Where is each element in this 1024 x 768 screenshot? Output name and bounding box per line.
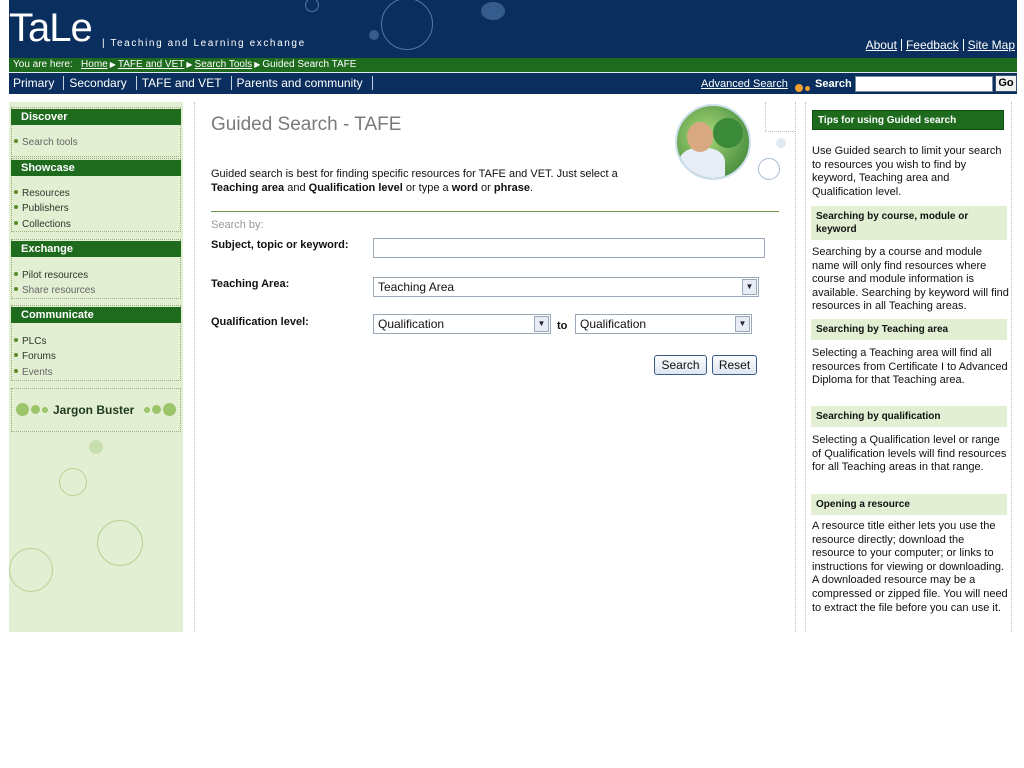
sidebar-item-events[interactable] bbox=[14, 367, 53, 378]
qualification-from-select[interactable] bbox=[373, 314, 551, 334]
breadcrumb-arrow-icon: ▶ bbox=[254, 60, 261, 69]
keyword-label: Subject, topic or keyword: bbox=[211, 239, 349, 251]
chevron-down-icon: ▼ bbox=[742, 279, 757, 295]
left-sidebar bbox=[9, 102, 183, 632]
search-label: Search bbox=[815, 78, 852, 90]
sidebar-item-label: Events bbox=[22, 367, 53, 378]
separator bbox=[372, 76, 373, 90]
dot-icon bbox=[163, 403, 176, 416]
separator bbox=[231, 76, 232, 90]
reset-button[interactable]: Reset bbox=[712, 355, 757, 375]
breadcrumb-arrow-icon: ▶ bbox=[109, 60, 116, 69]
teaching-area-value: Teaching Area bbox=[378, 280, 455, 294]
breadcrumb-search-tools[interactable]: Search Tools bbox=[194, 59, 253, 70]
bullet-icon bbox=[14, 369, 18, 373]
sidebar-item-label: Resources bbox=[22, 188, 70, 199]
teaching-area-select[interactable] bbox=[373, 277, 759, 297]
bullet-icon bbox=[14, 353, 18, 357]
sidebar-item-plcs[interactable] bbox=[14, 336, 46, 347]
tip-heading-opening-resource: Opening a resource bbox=[811, 494, 1007, 515]
bullet-icon bbox=[14, 287, 18, 291]
nav-tab-secondary[interactable]: Secondary bbox=[69, 76, 127, 90]
tip-text-opening-resource: A resource title either lets you use the resource directly; download the resource to your computer; or links to instructions for viewing or downloading. A downloaded resource may be a compressed or zipped file. You will need to extract the file before you can use it. bbox=[812, 520, 1008, 614]
jargon-buster-button[interactable] bbox=[11, 388, 181, 432]
sidebar-item-search-tools[interactable] bbox=[14, 137, 78, 148]
tip-heading-qualification: Searching by qualification bbox=[811, 406, 1007, 427]
search-button[interactable]: Search bbox=[654, 355, 707, 375]
chevron-down-icon: ▼ bbox=[735, 316, 750, 332]
sidebar-heading-exchange: Exchange bbox=[11, 241, 181, 257]
bullet-icon bbox=[14, 338, 18, 342]
site-logo[interactable]: TaLe bbox=[9, 6, 92, 50]
page-title: Guided Search - TAFE bbox=[211, 114, 402, 135]
header-decoration bbox=[481, 2, 505, 20]
to-label: to bbox=[557, 320, 568, 332]
sidebar-decoration bbox=[59, 468, 87, 496]
site-map-link[interactable]: Site Map bbox=[967, 38, 1015, 52]
breadcrumb-arrow-icon: ▶ bbox=[186, 60, 193, 69]
search-by-label: Search by: bbox=[211, 219, 264, 231]
page-fold-decoration bbox=[765, 102, 795, 132]
tip-text-qualification: Selecting a Qualification level or range of Qualification levels will find resources for all Teaching areas in that range. bbox=[812, 434, 1007, 474]
sidebar-item-label: Pilot resources bbox=[22, 270, 89, 281]
breadcrumb-home[interactable]: Home bbox=[81, 59, 108, 70]
tip-heading-teaching-area: Searching by Teaching area bbox=[811, 319, 1007, 340]
nav-tab-tafe-vet[interactable]: TAFE and VET bbox=[141, 76, 222, 90]
sidebar-decoration bbox=[9, 548, 53, 592]
sidebar-item-label: Collections bbox=[22, 219, 71, 230]
bullet-icon bbox=[14, 205, 18, 209]
hero-image bbox=[675, 104, 751, 180]
tips-intro: Use Guided search to limit your search to resources you wish to find by keyword, Teaching area and Qualification level. bbox=[812, 145, 1002, 198]
sidebar-item-collections[interactable] bbox=[14, 219, 71, 230]
tips-heading: Tips for using Guided search bbox=[812, 110, 1004, 130]
sidebar-item-forums[interactable] bbox=[14, 351, 56, 362]
about-link[interactable]: About bbox=[865, 38, 897, 52]
separator bbox=[63, 76, 64, 90]
bullet-icon bbox=[14, 221, 18, 225]
qualification-from-value: Qualification bbox=[378, 317, 445, 331]
sidebar-item-publishers[interactable] bbox=[14, 203, 69, 214]
dot-icon bbox=[144, 407, 150, 413]
sidebar-item-resources[interactable] bbox=[14, 188, 70, 199]
separator bbox=[901, 39, 902, 51]
bullet-icon bbox=[14, 139, 18, 143]
tip-text-course: Searching by a course and module name will only find resources where course and module information is available. Searching by keyword will find resources in all Teaching areas. bbox=[812, 246, 1009, 313]
nav-tab-parents-community[interactable]: Parents and community bbox=[236, 76, 363, 90]
breadcrumb bbox=[9, 58, 1017, 72]
separator bbox=[963, 39, 964, 51]
keyword-input[interactable] bbox=[373, 238, 765, 258]
utility-links bbox=[866, 38, 1015, 52]
header-decoration bbox=[369, 30, 379, 40]
breadcrumb-prefix: You are here: bbox=[13, 59, 73, 70]
sidebar-heading-showcase: Showcase bbox=[11, 160, 181, 176]
dot-icon bbox=[31, 405, 40, 414]
qualification-label: Qualification level: bbox=[211, 316, 309, 328]
sidebar-item-pilot-resources[interactable] bbox=[14, 270, 88, 281]
teaching-area-label: Teaching Area: bbox=[211, 278, 290, 290]
qualification-to-select[interactable] bbox=[575, 314, 752, 334]
tips-sidebar bbox=[805, 102, 1012, 632]
main-content bbox=[194, 102, 796, 632]
sidebar-item-label: Share resources bbox=[22, 285, 96, 296]
sidebar-item-label: Publishers bbox=[22, 203, 69, 214]
sidebar-decoration bbox=[97, 520, 143, 566]
sidebar-item-label: Forums bbox=[22, 351, 56, 362]
site-header bbox=[9, 0, 1017, 58]
site-tagline: | Teaching and Learning exchange bbox=[102, 38, 306, 49]
qualification-to-value: Qualification bbox=[580, 317, 647, 331]
sidebar-item-label: PLCs bbox=[22, 336, 47, 347]
main-decoration bbox=[758, 158, 780, 180]
sidebar-item-label: Search tools bbox=[22, 137, 78, 148]
site-search-input[interactable] bbox=[855, 76, 993, 92]
sidebar-heading-communicate: Communicate bbox=[11, 307, 181, 323]
advanced-search-link[interactable]: Advanced Search bbox=[701, 78, 788, 90]
divider bbox=[211, 211, 779, 212]
tip-text-teaching-area: Selecting a Teaching area will find all resources from Certificate I to Advanced Diploma for that Teaching area. bbox=[812, 347, 1008, 387]
breadcrumb-current: Guided Search TAFE bbox=[262, 59, 357, 70]
jargon-buster-label: Jargon Buster bbox=[53, 403, 135, 417]
sidebar-item-share-resources[interactable] bbox=[14, 285, 95, 296]
header-decoration bbox=[381, 0, 433, 50]
dot-icon bbox=[16, 403, 29, 416]
sidebar-heading-discover: Discover bbox=[11, 109, 181, 125]
search-dots-icon bbox=[795, 81, 812, 95]
dot-icon bbox=[42, 407, 48, 413]
main-decoration bbox=[776, 138, 786, 148]
nav-tab-primary[interactable]: Primary bbox=[13, 76, 55, 90]
intro-text: Guided search is best for finding specific resources for TAFE and VET. Just select a Teaching area and Qualification level or type a word or phrase. bbox=[211, 168, 618, 194]
go-button[interactable]: Go bbox=[995, 75, 1017, 92]
sidebar-decoration bbox=[89, 440, 103, 454]
breadcrumb-tafe-vet[interactable]: TAFE and VET bbox=[117, 59, 185, 70]
header-decoration bbox=[305, 0, 319, 12]
dot-icon bbox=[152, 405, 161, 414]
main-nav bbox=[9, 72, 1017, 94]
feedback-link[interactable]: Feedback bbox=[905, 38, 959, 52]
bullet-icon bbox=[14, 190, 18, 194]
bullet-icon bbox=[14, 272, 18, 276]
separator bbox=[136, 76, 137, 90]
chevron-down-icon: ▼ bbox=[534, 316, 549, 332]
tip-heading-course: Searching by course, module or keyword bbox=[811, 206, 1007, 240]
